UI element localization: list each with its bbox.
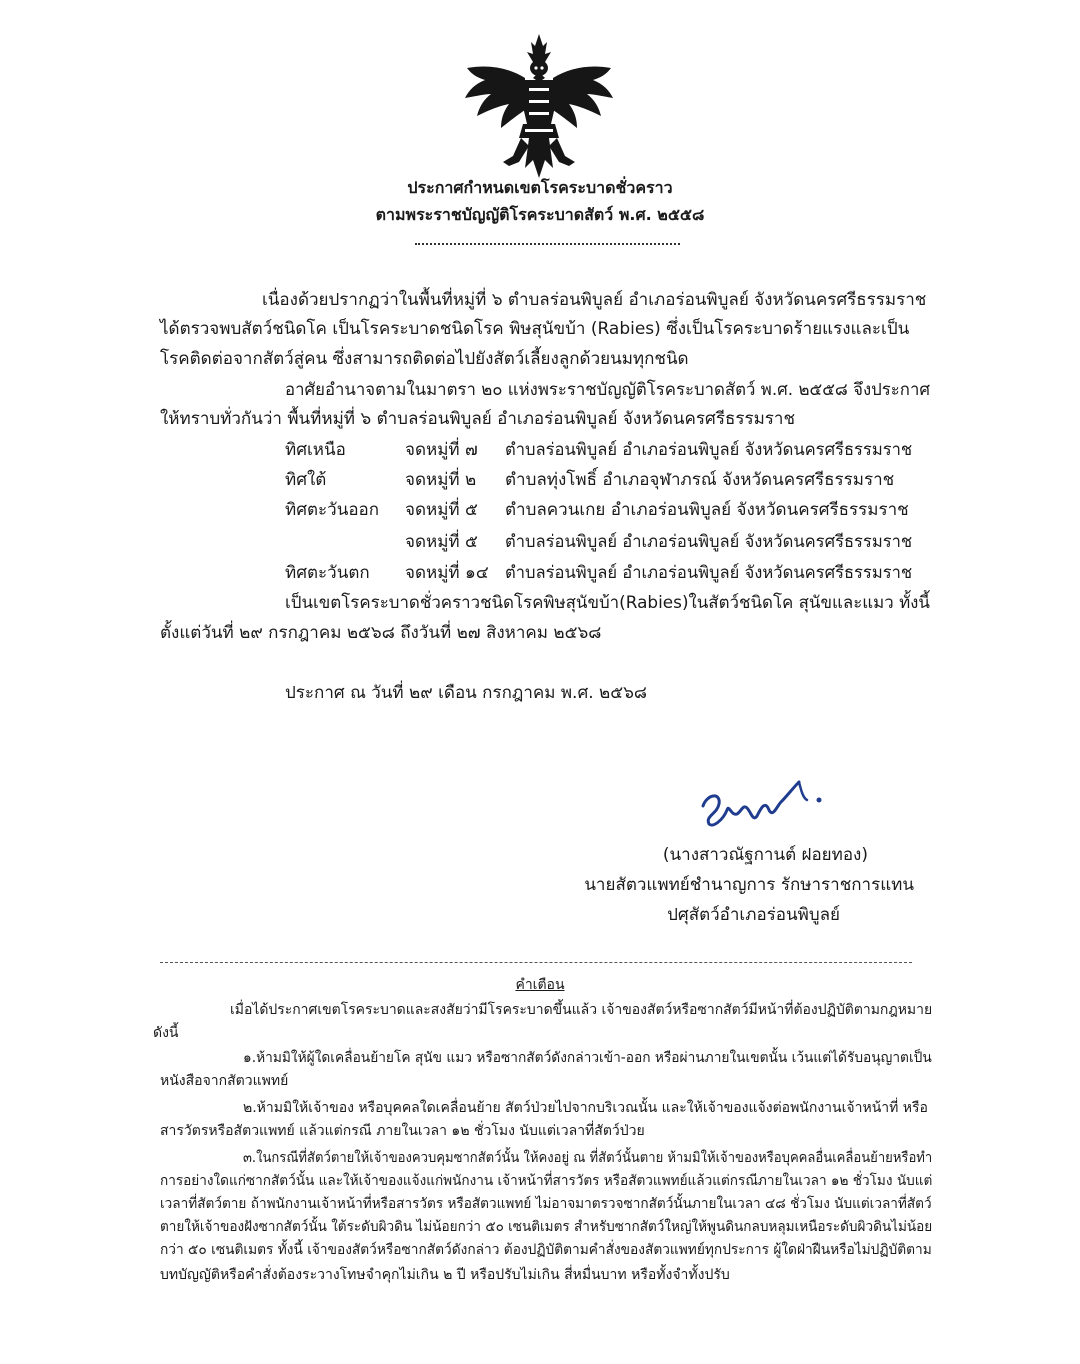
para3-line-2: ตั้งแต่วันที่ ๒๙ กรกฎาคม ๒๕๖๘ ถึงวันที่ ๒๗ สิงหาคม ๒๕๖๘ [160, 623, 602, 643]
para2-line-2: ให้ทราบทั่วกันว่า พื้นที่หมู่ที่ ๖ ตำบลร่อนพิบูลย์ อำเภอร่อนพิบูลย์ จังหวัดนครศรีธรรมราช [160, 409, 796, 429]
handwritten-signature-icon [695, 776, 835, 832]
boundary-location: ตำบลควนเกย อำเภอร่อนพิบูลย์ จังหวัดนครศรีธรรมราช [505, 500, 909, 520]
boundary-direction: ทิศตะวันออก [285, 500, 380, 520]
signer-name: (นางสาวณัฐกานต์ ฝอยทอง) [662, 845, 868, 865]
para3-line-1: เป็นเขตโรคระบาดชั่วคราวชนิดโรคพิษสุนัขบ้า(Rabies)ในสัตว์ชนิดโค สุนัขและแมว ทั้งนี้ [285, 593, 930, 613]
garuda-emblem-icon [459, 28, 619, 186]
para2-line-1: อาศัยอำนาจตามในมาตรา ๒๐ แห่งพระราชบัญญัติโรคระบาดสัตว์ พ.ศ. ๒๕๕๘ จึงประกาศ [285, 380, 931, 400]
para1-line-1: เนื่องด้วยปรากฏว่าในพื้นที่หมู่ที่ ๖ ตำบลร่อนพิบูลย์ อำเภอร่อนพิบูลย์ จังหวัดนครศรีธรรมราช [262, 290, 927, 310]
boundary-adjacent: จดหมู่ที่ ๕ [405, 532, 478, 552]
warning-line: บทบัญญัติหรือคำสั่งต้องระวางโทษจำคุกไม่เกิน ๒ ปี หรือปรับไม่เกิน สี่หมื่นบาท หรือทั้งจำทั้งปรับ [160, 1267, 730, 1283]
signer-position: นายสัตวแพทย์ชำนาญการ รักษาราชการแทน [584, 875, 914, 895]
para1-line-2: ได้ตรวจพบสัตว์ชนิดโค เป็นโรคระบาดชนิดโรค พิษสุนัขบ้า (Rabies) ซึ่งเป็นโรคระบาดร้ายแรงและเป็น [160, 319, 910, 339]
boundary-adjacent: จดหมู่ที่ ๗ [405, 440, 478, 460]
warning-line: ๓.ในกรณีที่สัตว์ตายให้เจ้าของควบคุมซากสัตว์นั้น ให้คงอยู่ ณ ที่สัตว์นั้นตาย ห้ามมิให้เจ้าของหรือบุคคลอื่นเคลื่อนย้ายหรือทำ [243, 1150, 933, 1166]
boundary-location: ตำบลร่อนพิบูลย์ อำเภอร่อนพิบูลย์ จังหวัดนครศรีธรรมราช [505, 563, 913, 583]
title-line-2: ตามพระราชบัญญัติโรคระบาดสัตว์ พ.ศ. ๒๕๕๘ [375, 205, 705, 224]
warning-line: เมื่อได้ประกาศเขตโรคระบาดและสงสัยว่ามีโรคระบาดขึ้นแล้ว เจ้าของสัตว์หรือซากสัตว์มีหน้าที่ต้องปฏิบัติตามกฎหมาย [230, 1002, 933, 1018]
boundary-location: ตำบลทุ่งโพธิ์ อำเภอจุฬาภรณ์ จังหวัดนครศรีธรรมราช [505, 470, 895, 490]
warning-title: คำเตือน [515, 977, 565, 993]
title-dotted-divider [415, 243, 680, 245]
warning-line: เวลาที่สัตว์ตาย ถ้าพนักงานเจ้าหน้าที่หรือสารวัตร หรือสัตวแพทย์ ไม่อาจมาตรวจซากสัตว์นั้นภายในเวลา ๔๘ ชั่วโมง นับแต่เวลาที่สัตว์ [160, 1196, 932, 1212]
boundary-direction: ทิศตะวันตก [285, 563, 370, 583]
warning-line: สารวัตรหรือสัตวแพทย์ แล้วแต่กรณี ภายในเวลา ๑๒ ชั่วโมง นับแต่เวลาที่สัตว์ป่วย [160, 1123, 645, 1139]
signer-office: ปศุสัตว์อำเภอร่อนพิบูลย์ [667, 905, 840, 925]
warning-line: การอย่างใดแก่ซากสัตว์นั้น และให้เจ้าของแจ้งแก่พนักงาน เจ้าหน้าที่สารวัตร หรือสัตวแพทย์แล้วแต่กรณีภายในเวลา ๑๒ ชั่วโมง นับแต่ [160, 1173, 933, 1189]
para1-line-3: โรคติดต่อจากสัตว์สู่คน ซึ่งสามารถติดต่อไปยังสัตว์เลี้ยงลูกด้วยนมทุกชนิด [160, 349, 689, 369]
warning-line: ดังนี้ [153, 1025, 179, 1041]
boundary-location: ตำบลร่อนพิบูลย์ อำเภอร่อนพิบูลย์ จังหวัดนครศรีธรรมราช [505, 532, 913, 552]
title-line-1: ประกาศกำหนดเขตโรคระบาดชั่วคราว [407, 178, 673, 197]
boundary-adjacent: จดหมู่ที่ ๒ [405, 470, 477, 490]
boundary-direction: ทิศเหนือ [285, 440, 346, 460]
warning-line: ตายให้เจ้าของฝังซากสัตว์นั้น ใต้ระดับผิวดิน ไม่น้อยกว่า ๕๐ เซนติเมตร สำหรับซากสัตว์ใหญ่ให้พูนดินกลบหลุมเหนือระดับผิวดินไม่น้อย [160, 1219, 933, 1235]
warning-line: หนังสือจากสัตวแพทย์ [160, 1073, 289, 1089]
boundary-location: ตำบลร่อนพิบูลย์ อำเภอร่อนพิบูลย์ จังหวัดนครศรีธรรมราช [505, 440, 913, 460]
announce-date: ประกาศ ณ วันที่ ๒๙ เดือน กรกฎาคม พ.ศ. ๒๕๖๘ [285, 683, 648, 703]
warning-line: ๒.ห้ามมิให้เจ้าของ หรือบุคคลใดเคลื่อนย้าย สัตว์ป่วยไปจากบริเวณนั้น และให้เจ้าของแจ้งต่อพนักงานเจ้าหน้าที่ หรือ [243, 1100, 928, 1116]
boundary-adjacent: จดหมู่ที่ ๕ [405, 500, 478, 520]
boundary-direction: ทิศใต้ [285, 470, 327, 490]
warning-line: กว่า ๕๐ เซนติเมตร ทั้งนี้ เจ้าของสัตว์หรือซากสัตว์ดังกล่าว ต้องปฏิบัติตามคำสั่งของสัตวแพทย์ทุกประการ ผู้ใดฝ่าฝืนหรือไม่ปฏิบัติตาม [160, 1242, 932, 1258]
warning-line: ๑.ห้ามมิให้ผู้ใดเคลื่อนย้ายโค สุนัข แมว หรือซากสัตว์ดังกล่าวเข้า-ออก หรือผ่านภายในเขตนั้น เว้นแต่ได้รับอนุญาตเป็น [243, 1050, 932, 1066]
boundary-adjacent: จดหมู่ที่ ๑๔ [405, 563, 489, 583]
section-divider [160, 962, 912, 963]
